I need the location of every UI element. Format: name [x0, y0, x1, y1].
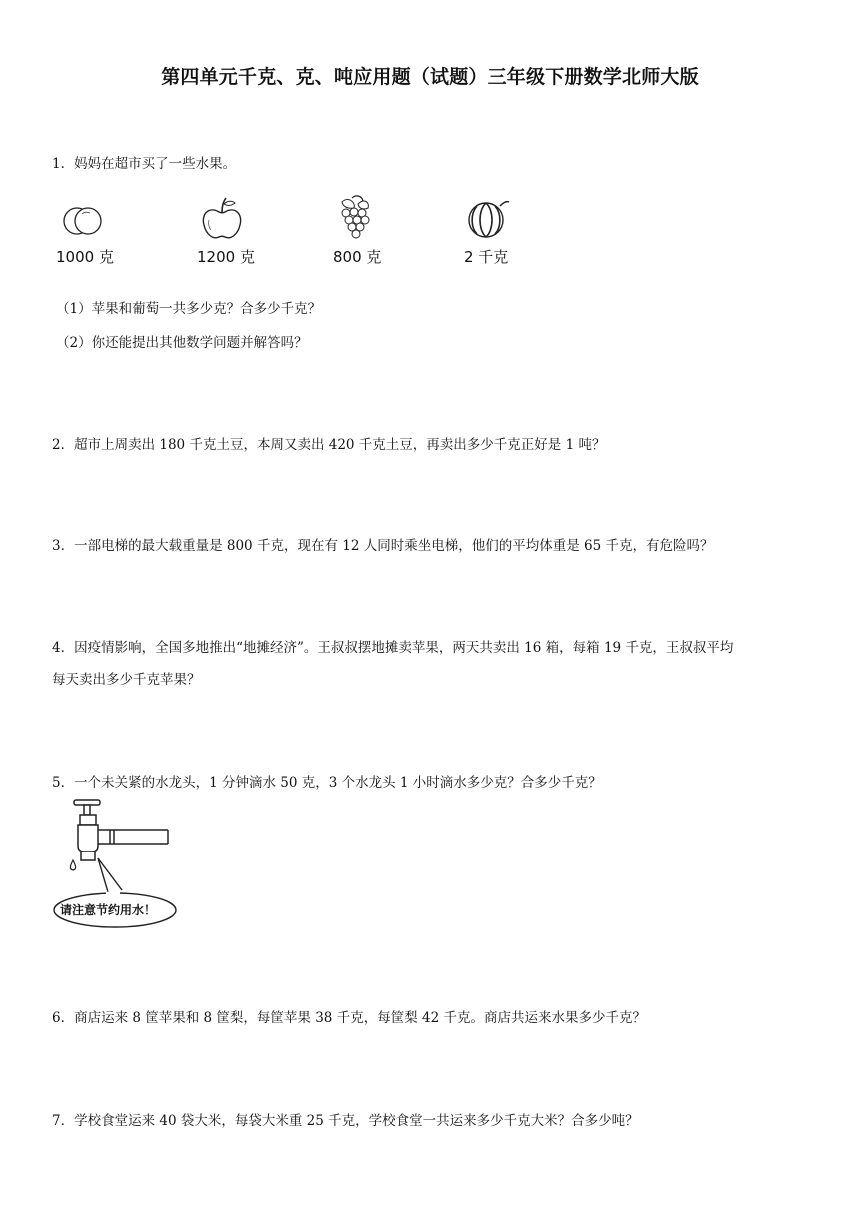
fruit-grapes: [332, 192, 422, 266]
question-4-line-2: 每天卖出多少千克苹果？: [52, 672, 201, 688]
fruit-orange: [56, 192, 146, 266]
fruit-apple: [195, 192, 285, 266]
question-6: 6．商店运来 8 筐苹果和 8 筐梨，每筐苹果 38 千克，每筐梨 42 千克。商店共运来水果多少千克？: [52, 1010, 646, 1026]
question-1: 1．妈妈在超市买了一些水果。: [52, 156, 237, 172]
fruit-label: 1000 克: [56, 248, 114, 266]
question-5: 5．一个未关紧的水龙头，1 分钟滴水 50 克，3 个水龙头 1 小时滴水多少克？合多少千克？: [52, 775, 602, 791]
fruit-label: 800 克: [333, 248, 382, 266]
question-7: 7．学校食堂运来 40 袋大米，每袋大米重 25 千克，学校食堂一共运来多少千克大米？合多少吨？: [52, 1113, 639, 1129]
fruit-watermelon: [462, 192, 552, 266]
question-3: 3．一部电梯的最大载重量是 800 千克，现在有 12 人同时乘坐电梯，他们的平均体重是 65 千克，有危险吗？: [52, 538, 714, 554]
page-title: 第四单元千克、克、吨应用题（试题）三年级下册数学北师大版: [161, 66, 699, 88]
grapes-icon: [332, 192, 392, 242]
question-1-sub-1: （1）苹果和葡萄一共多少克？合多少千克？: [56, 301, 322, 317]
apple-icon: [195, 192, 255, 242]
watermelon-icon: [462, 192, 522, 242]
question-2: 2．超市上周卖出 180 千克土豆，本周又卖出 420 千克土豆，再卖出多少千克正好是 1 吨？: [52, 437, 606, 453]
fruit-label: 2 千克: [464, 248, 509, 266]
orange-icon: [56, 192, 116, 242]
water-saving-bubble: 请注意节约用水！: [60, 903, 157, 917]
question-4-line-1: 4．因疫情影响，全国多地推出“地摊经济”。王叔叔摆地摊卖苹果，两天共卖出 16 箱，每箱 19 千克，王叔叔平均: [52, 640, 734, 656]
question-1-sub-2: （2）你还能提出其他数学问题并解答吗？: [56, 335, 308, 351]
fruit-label: 1200 克: [197, 248, 255, 266]
